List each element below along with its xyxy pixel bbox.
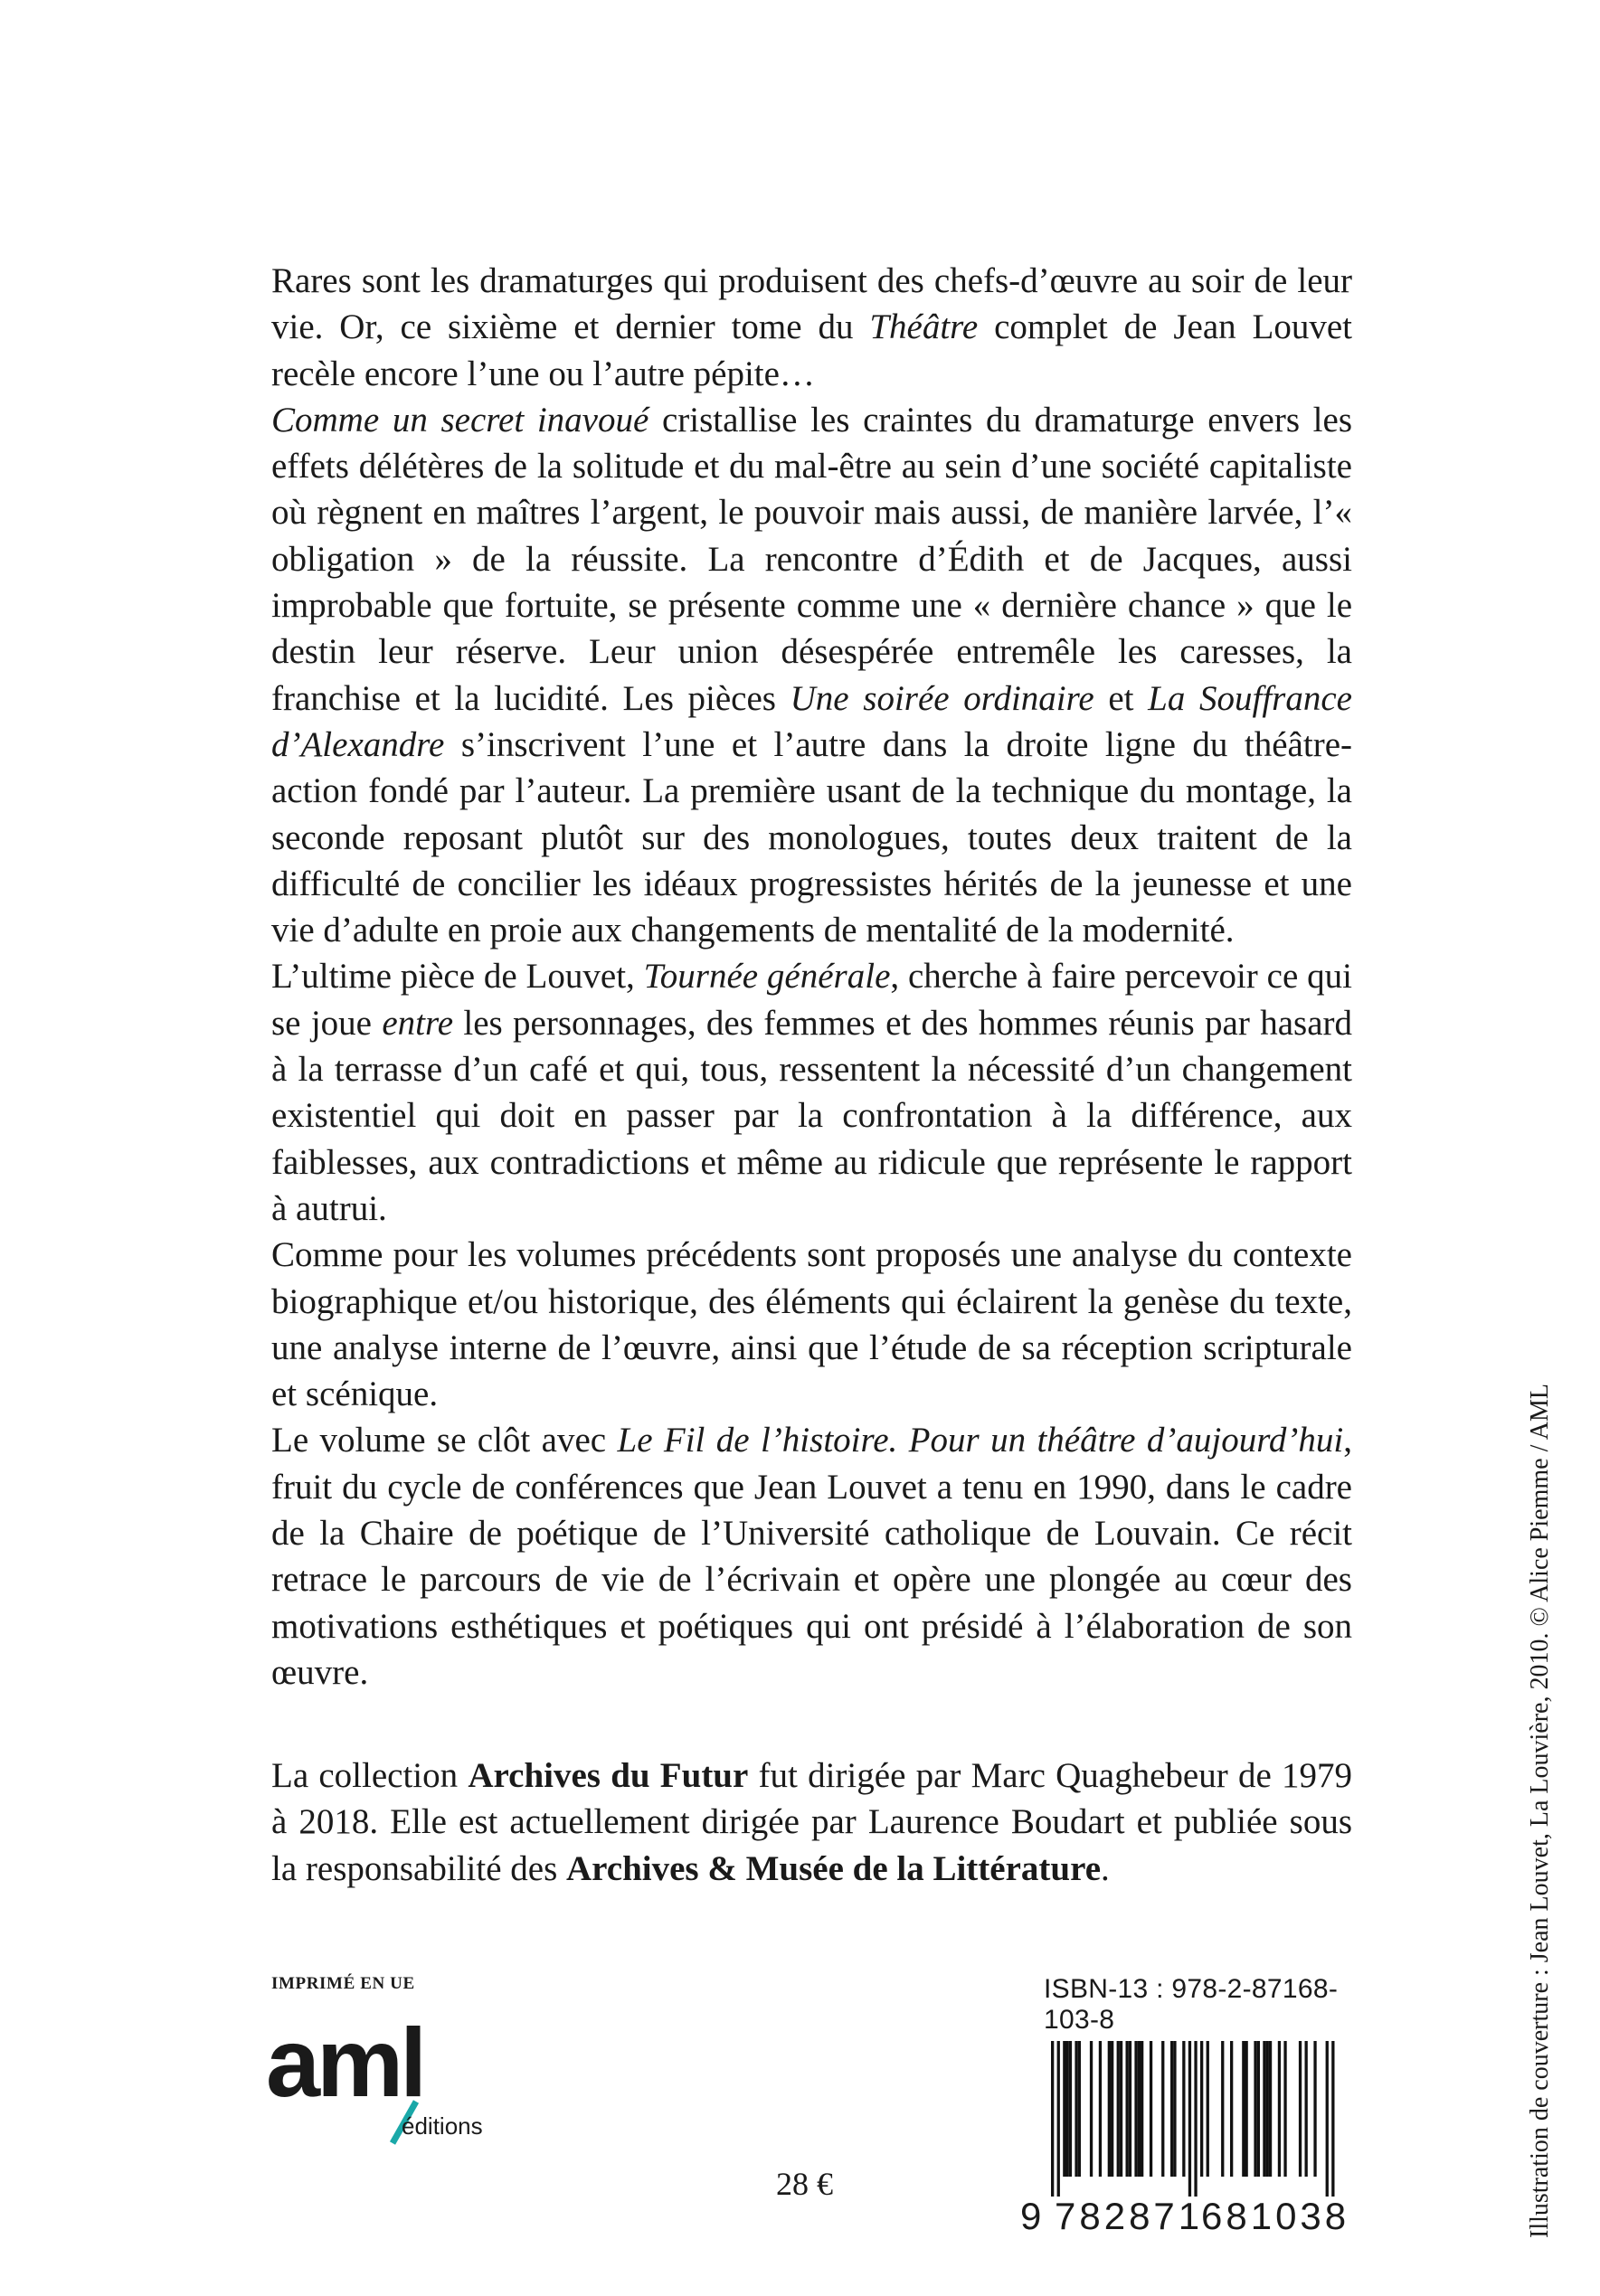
- barcode-bar: [1120, 2041, 1122, 2177]
- barcode-block: [1020, 1974, 1355, 2240]
- blurb-paragraph-3: L’ultime pièce de Louvet, Tournée générale, cherche à faire percevoir ce qui se joue entre les personnages, des femmes et des hommes réunis par hasard à la terrasse d’un café et qui, tous, ressentent la nécessité d’un changement existentiel qui doit en passer par la confrontation à la différence, aux faiblesses, aux contradictions et même au ridicule que représente le rapport à autrui.: [271, 957, 1352, 1228]
- cover-illustration-credit: Illustration de couverture : Jean Louvet, La Louvière, 2010. © Alice Piemme / AML: [1526, 1383, 1554, 2238]
- barcode-bar: [1150, 2041, 1152, 2177]
- logo-editions-text: éditions: [402, 2112, 483, 2140]
- back-cover-blurb: [271, 258, 1352, 1696]
- blurb-paragraph-1: Rares sont les dramaturges qui produisent des chefs-d’œuvre au soir de leur vie. Or, ce sixième et dernier tome du Théâtre complet de Jean Louvet recèle encore l’une ou l’autre pépite…: [271, 261, 1352, 393]
- barcode-bar: [1254, 2041, 1256, 2177]
- barcode-bar: [1111, 2041, 1113, 2177]
- barcode-bar: [1075, 2041, 1077, 2177]
- barcode-bar: [1170, 2041, 1173, 2177]
- isbn-label: ISBN-13 : 978-2-87168-103-8: [1044, 1974, 1339, 2035]
- barcode-bar: [1221, 2041, 1224, 2177]
- barcode-bar: [1313, 2041, 1316, 2177]
- blurb-paragraph-5: Le volume se clôt avec Le Fil de l’histoire. Pour un théâtre d’aujourd’hui, fruit du cycle de conférences que Jean Louvet a tenu en 1990, dans le cadre de la Chaire de poétique de l’Université catholique de Louvain. Ce récit retrace le parcours de vie de l’écrivain et opère une plongée au cœur des motivations esthétiques et poétiques qui ont présidé à l’élaboration de son œuvre.: [271, 1421, 1353, 1692]
- barcode-digits: [1020, 2195, 1355, 2240]
- barcode-bar: [1305, 2041, 1308, 2177]
- barcode-bar: [1051, 2041, 1054, 2197]
- barcode-bar: [1283, 2041, 1286, 2177]
- collection-note: La collection Archives du Futur fut dirigée par Marc Quaghebeur de 1979 à 2018. Elle est actuellement dirigée par Laurence Boudart et publiée sous la responsabilité des Archives & Musée de la Littérature.: [271, 1756, 1352, 1888]
- logo-wordmark: aml: [266, 2009, 424, 2117]
- blurb-paragraph-2: Comme un secret inavoué cristallise les craintes du dramaturge envers les effets délétères de la solitude et du mal-être au sein d’une société capitaliste où règnent en maîtres l’argent, le pouvoir mais aussi, de manière larvée, l’« obligation » de la réussite. La rencontre d’Édith et de Jacques, aussi improbable que fortuite, se présente comme une « dernière chance » que le destin leur réserve. Leur union désespérée entremêle les caresses, la franchise et la lucidité. Les pièces Une soirée ordinaire et La Souffrance d’Alexandre s’inscrivent l’une et l’autre dans la droite ligne du théâtre-action fondé par l’auteur. La première usant de la technique du montage, la seconde reposant plutôt sur des monologues, toutes deux traitent de la difficulté de concilier les idéaux progressistes hérités de la jeunesse et une vie d’adulte en proie aux changements de mentalité de la modernité.: [271, 400, 1352, 950]
- barcode-bar: [1299, 2041, 1302, 2177]
- barcode-bar: [1108, 2041, 1111, 2177]
- barcode-bar: [1269, 2041, 1272, 2177]
- barcode-bar: [1331, 2041, 1334, 2197]
- barcode-digits-right: 681038: [1201, 2195, 1350, 2237]
- barcode-bar: [1117, 2041, 1120, 2177]
- barcode-bar: [1090, 2041, 1093, 2177]
- barcode-bar: [1266, 2041, 1269, 2177]
- barcode-bar: [1069, 2041, 1072, 2177]
- barcode-bar: [1134, 2041, 1137, 2177]
- barcode-bar: [1099, 2041, 1102, 2177]
- barcode-bar: [1161, 2041, 1164, 2177]
- barcode-bar: [1188, 2041, 1191, 2197]
- ean-barcode: [1020, 2041, 1355, 2200]
- barcode-bar: [1200, 2041, 1203, 2177]
- barcode-digits-left: 782871: [1055, 2195, 1204, 2237]
- barcode-bar: [1257, 2041, 1260, 2177]
- barcode-bar: [1138, 2041, 1141, 2177]
- barcode-bar: [1263, 2041, 1265, 2177]
- barcode-bar: [1173, 2041, 1176, 2177]
- barcode-bar: [1129, 2041, 1131, 2177]
- barcode-digit-first: 9: [1020, 2195, 1042, 2237]
- price: 28 €: [776, 2166, 833, 2202]
- barcode-bar: [1230, 2041, 1233, 2177]
- barcode-bar: [1141, 2041, 1143, 2177]
- barcode-bar: [1182, 2041, 1185, 2177]
- barcode-bar: [1245, 2041, 1248, 2177]
- barcode-bar: [1207, 2041, 1209, 2177]
- barcode-bar: [1057, 2041, 1060, 2197]
- barcode-bar: [1063, 2041, 1065, 2177]
- barcode-bar: [1066, 2041, 1069, 2177]
- barcode-bar: [1326, 2041, 1329, 2197]
- barcode-bar: [1078, 2041, 1081, 2177]
- blurb-paragraph-4: Comme pour les volumes précédents sont proposés une analyse du contexte biographique et/ou historique, des éléments qui éclairent la genèse du texte, une analyse interne de l’œuvre, ainsi que l’étude de sa réception scripturale et scénique.: [271, 1235, 1352, 1414]
- barcode-bar: [1126, 2041, 1129, 2177]
- printed-in-eu-label: IMPRIMÉ EN UE: [271, 1974, 415, 1993]
- barcode-bar: [1194, 2041, 1197, 2197]
- aml-editions-logo: [264, 2009, 499, 2145]
- barcode-bar: [1242, 2041, 1245, 2177]
- barcode-bar: [1278, 2041, 1281, 2177]
